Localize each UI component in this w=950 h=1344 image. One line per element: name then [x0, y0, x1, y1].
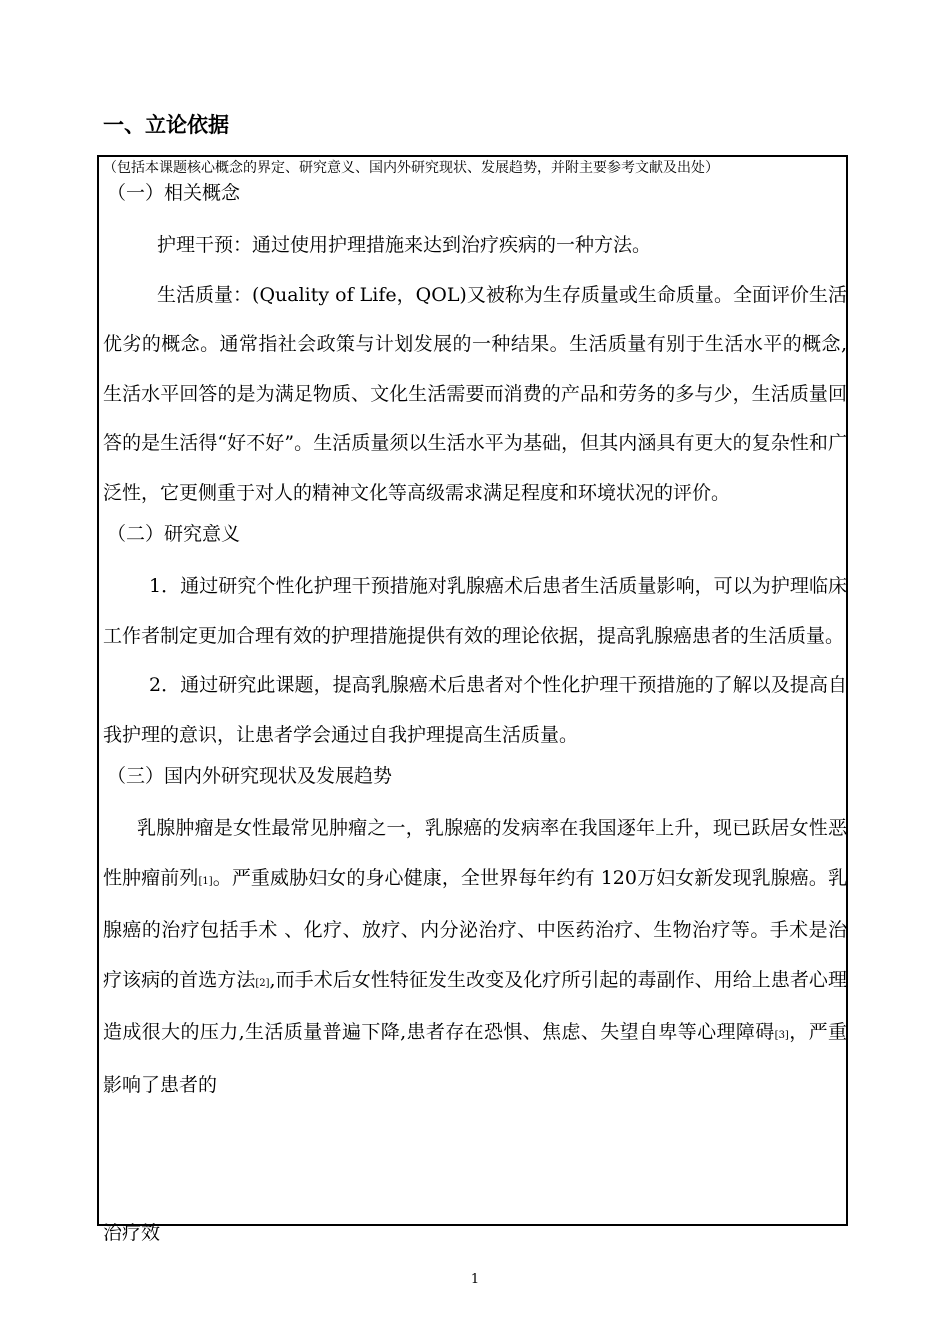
status-text-1: 乳腺肿瘤是女性最常见肿瘤之一，乳腺癌的发病率在我国逐年上升，现已跃居女性恶性肿瘤前列 — [103, 817, 847, 889]
page-number: 1 — [470, 1272, 480, 1287]
status-text-4: ，严重影响了患者的 — [103, 1021, 847, 1096]
status-body — [103, 804, 847, 1110]
concept-nursing-intervention: 护理干预：通过使用护理措施来达到治疗疾病的一种方法。 — [157, 234, 652, 256]
citation-2: [2] — [255, 977, 270, 989]
section-title: 一、立论依据 — [103, 113, 229, 137]
significance-item-1: 1．通过研究个性化护理干预措施对乳腺癌术后患者生活质量影响，可以为护理临床工作者制定更加合理有效的护理措施提供有效的理论依据，提高乳腺癌患者的生活质量。 — [103, 575, 847, 647]
significance-item-2: 2．通过研究此课题，提高乳腺癌术后患者对个性化护理干预措施的了解以及提高自我护理的意识，让患者学会通过自我护理提高生活质量。 — [103, 674, 847, 746]
significance-heading: （二）研究意义 — [107, 523, 241, 545]
status-text-2: 。严重威胁妇女的身心健康，全世界每年约有 120万妇女新发现乳腺癌。乳腺癌的治疗包括手术 、化疗、放疗、内分泌治疗、中医药治疗、生物治疗等。手术是治疗该病的首选方法 — [103, 866, 847, 991]
instruction-note: （包括本课题核心概念的界定、研究意义、国内外研究现状、发展趋势，并附主要参考文献及出处） — [103, 160, 719, 176]
citation-1: [1] — [198, 875, 213, 887]
status-paragraph — [103, 804, 847, 1110]
significance-body — [103, 562, 847, 760]
status-text-3: ,而手术后女性特征发生改变及化疗所引起的毒副作、用给上患者心理造成很大的压力,生活质量普遍下降,患者存在恐惧、焦虑、失望自卑等心理障碍 — [103, 968, 847, 1043]
overflow-text: 治疗效 — [103, 1222, 161, 1244]
concept-quality-of-life: 生活质量：(Quality of Life，QOL)又被称为生存质量或生命质量。全面评价生活优劣的概念。通常指社会政策与计划发展的一种结果。生活质量有别于生活水平的概念,生活水平回答的是为满足物质、文化生活需要而消费的产品和劳务的多与少，生活质量回答的是生活得“好不好”。生活质量须以生活水平为基础，但其内涵具有更大的复杂性和广泛性，它更侧重于对人的精神文化等高级需求满足程度和环境状况的评价。 — [103, 283, 847, 504]
citation-3: [3] — [774, 1030, 789, 1041]
status-heading: （三）国内外研究现状及发展趋势 — [107, 765, 393, 787]
concepts-body — [103, 221, 847, 518]
content-area — [103, 157, 847, 1110]
concepts-heading: （一）相关概念 — [107, 182, 241, 204]
